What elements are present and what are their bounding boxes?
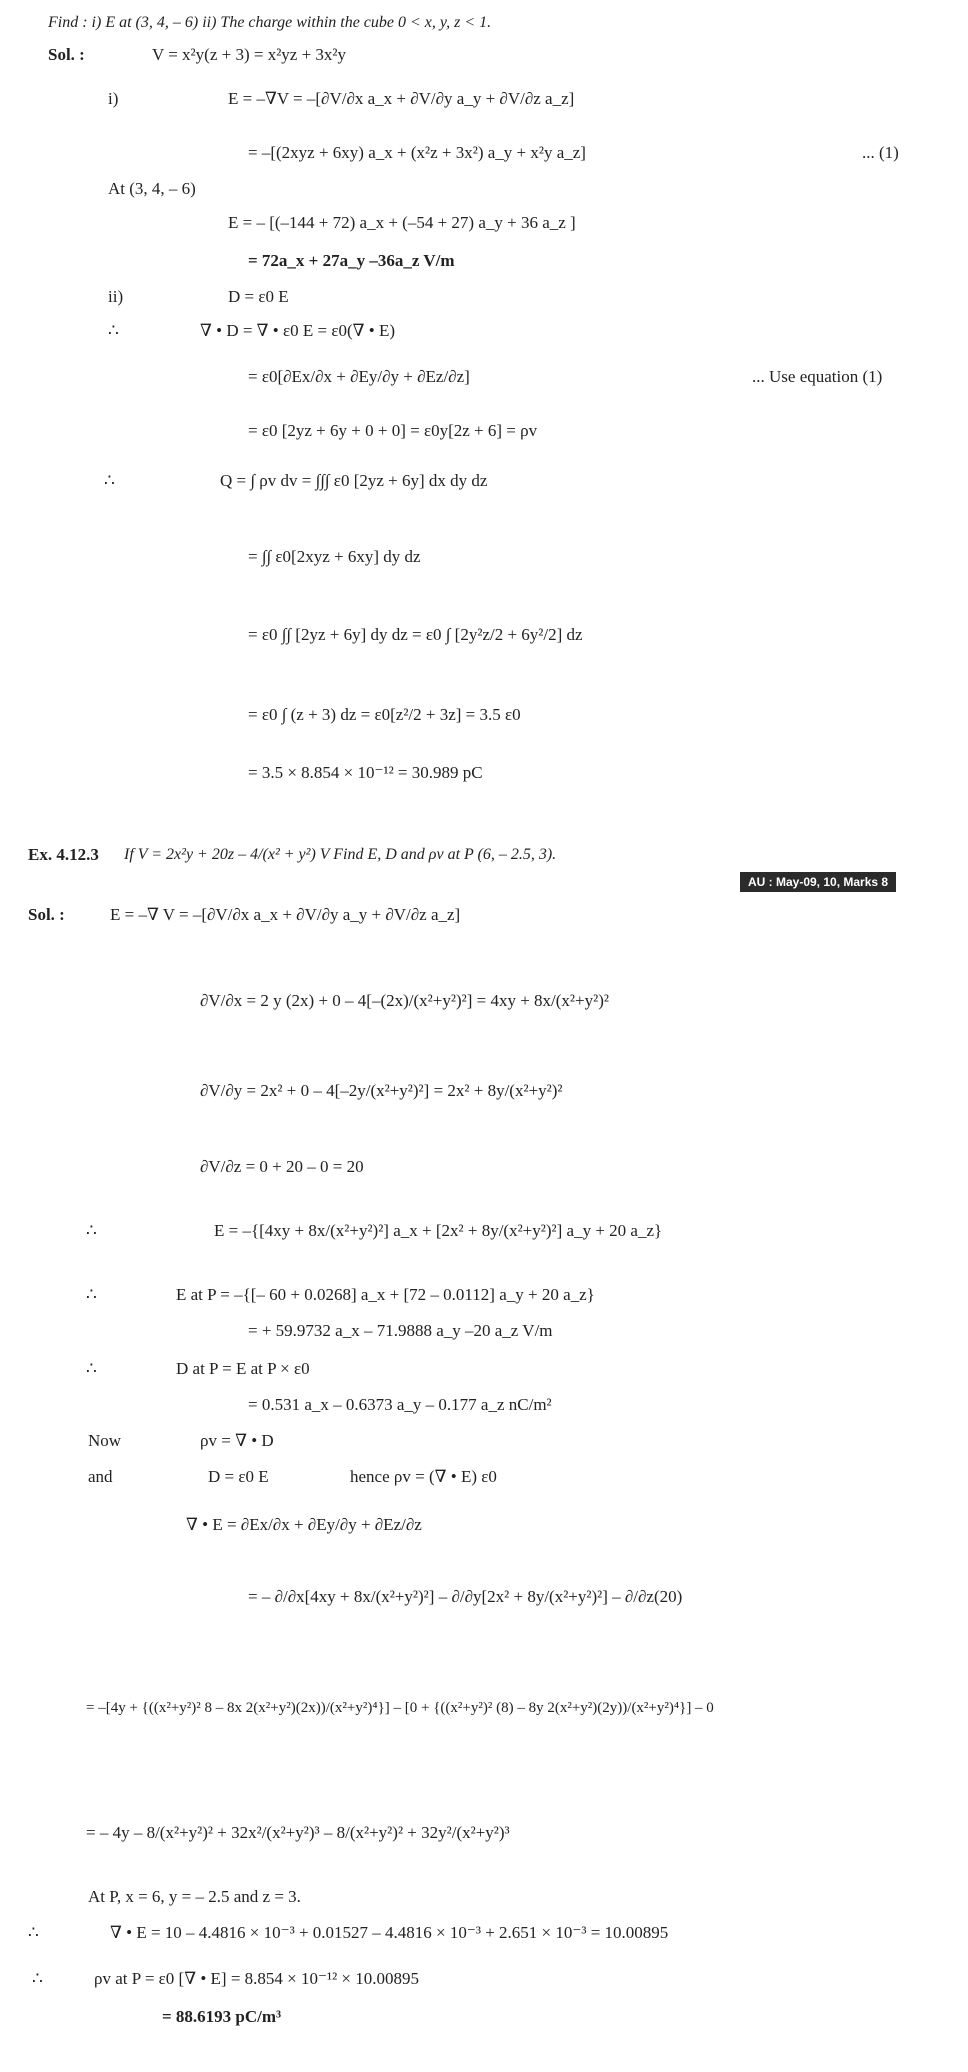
e-field-full: E = –{[4xy + 8x/(x²+y²)²] a_x + [2x² + 8y/(x²+y²)²] a_y + 20 a_z} (214, 1221, 663, 1240)
e-at-p-value: = + 59.9732 a_x – 71.9888 a_y –20 a_z V/m (248, 1321, 553, 1340)
example-statement: If V = 2x²y + 20z – 4/(x² + y²) V Find E, D and ρv at P (6, – 2.5, 3). (124, 846, 557, 863)
d-field-definition: D = ε0 E (228, 287, 289, 306)
dv-dz: ∂V/∂z = 0 + 20 – 0 = 20 (200, 1157, 364, 1176)
divergence-e-expansion: = – ∂/∂x[4xy + 8x/(x²+y²)²] – ∂/∂y[2x² + 8y/(x²+y²)²] – ∂/∂z(20) (248, 1587, 683, 1606)
sol-label: Sol. : (28, 905, 65, 924)
part-ii-label: ii) (108, 287, 124, 306)
dv-dx: ∂V/∂x = 2 y (2x) + 0 – 4[–(2x)/(x²+y²)²] = 4xy + 8x/(x²+y²)² (200, 991, 609, 1010)
divergence-expansion: = ε0[∂Ex/∂x + ∂Ey/∂y + ∂Ez/∂z] (248, 367, 470, 386)
example-label: Ex. 4.12.3 (28, 845, 99, 864)
part-i-label: i) (108, 89, 119, 108)
charge-integral: Q = ∫ ρv dv = ∫∫∫ ε0 [2yz + 6y] dx dy dz (220, 471, 488, 490)
e-field-definition: E = –∇V = –[∂V/∂x a_x + ∂V/∂y a_y + ∂V/∂z a_z] (228, 89, 575, 108)
therefore-symbol: ∴ (86, 1359, 97, 1378)
at-p-values: At P, x = 6, y = – 2.5 and z = 3. (88, 1887, 301, 1906)
dv-dy: ∂V/∂y = 2x² + 0 – 4[–2y/(x²+y²)²] = 2x² + 8y/(x²+y²)² (200, 1081, 563, 1100)
charge-integral-step-2: = ε0 ∫∫ [2yz + 6y] dy dz = ε0 ∫ [2y²z/2 + 6y²/2] dz (248, 625, 583, 644)
divergence-simplified: = – 4y – 8/(x²+y²)² + 32x²/(x²+y²)³ – 8/(x²+y²)² + 32y²/(x²+y²)³ (86, 1823, 510, 1842)
rho-v-final: = 88.6193 pC/m³ (162, 2007, 282, 2026)
charge-final: = 3.5 × 8.854 × 10⁻¹² = 30.989 pC (248, 763, 483, 782)
and-label: and (88, 1467, 113, 1486)
e-field-expansion: = –[(2xyz + 6xy) a_x + (x²z + 3x²) a_y + x²y a_z] (248, 143, 586, 162)
hence-relation: hence ρv = (∇ • E) ε0 (350, 1467, 497, 1486)
e-field-substituted: E = – [(–144 + 72) a_x + (–54 + 27) a_y + 36 a_z ] (228, 213, 576, 232)
charge-integral-step-1: = ∫∫ ε0[2xyz + 6xy] dy dz (248, 547, 421, 566)
at-point-label: At (3, 4, – 6) (108, 179, 196, 198)
therefore-symbol: ∴ (28, 1923, 39, 1942)
sol-label: Sol. : (48, 45, 85, 64)
divergence-e-value: ∇ • E = 10 – 4.4816 × 10⁻³ + 0.01527 – 4.4816 × 10⁻³ + 2.651 × 10⁻³ = 10.00895 (110, 1923, 669, 1942)
exam-badge: AU : May-09, 10, Marks 8 (740, 872, 896, 892)
d-equation: D = ε0 E (208, 1467, 269, 1486)
charge-integral-step-3: = ε0 ∫ (z + 3) dz = ε0[z²/2 + 3z] = 3.5 ε0 (248, 705, 521, 724)
d-at-p-value: = 0.531 a_x – 0.6373 a_y – 0.177 a_z nC/m² (248, 1395, 552, 1414)
therefore-symbol: ∴ (104, 471, 115, 490)
divergence-d: ∇ • D = ∇ • ε0 E = ε0(∇ • E) (200, 321, 396, 340)
therefore-symbol: ∴ (86, 1285, 97, 1304)
problem-header: Find : i) E at (3, 4, – 6) ii) The charge within the cube 0 < x, y, z < 1. (48, 14, 492, 31)
d-at-p: D at P = E at P × ε0 (176, 1359, 310, 1378)
divergence-e: ∇ • E = ∂Ex/∂x + ∂Ey/∂y + ∂Ez/∂z (186, 1515, 422, 1534)
therefore-symbol: ∴ (32, 1969, 43, 1988)
rho-v-at-p: ρv at P = ε0 [∇ • E] = 8.854 × 10⁻¹² × 10.00895 (94, 1969, 420, 1988)
rho-v-definition: ρv = ∇ • D (200, 1431, 274, 1450)
equation-1-tag: ... (1) (862, 143, 899, 162)
therefore-symbol: ∴ (86, 1221, 97, 1240)
e-at-p: E at P = –{[– 60 + 0.0268] a_x + [72 – 0.0112] a_y + 20 a_z} (176, 1285, 595, 1304)
e-field-result: = 72a_x + 27a_y –36a_z V/m (248, 251, 455, 270)
e-gradient-definition: E = –∇ V = –[∂V/∂x a_x + ∂V/∂y a_y + ∂V/∂z a_z] (110, 905, 461, 924)
now-label: Now (88, 1431, 122, 1450)
therefore-symbol: ∴ (108, 321, 119, 340)
use-equation-note: ... Use equation (1) (752, 367, 883, 386)
divergence-big-expression: = –[4y + {((x²+y²)² 8 – 8x 2(x²+y²)(2x))/(x²+y²)⁴}] – [0 + {((x²+y²)² (8) – 8y 2(x²+y²)(2y))/(x²+y²)⁴}] – 0 (86, 1700, 714, 1716)
v-definition: V = x²y(z + 3) = x²yz + 3x²y (152, 45, 347, 64)
rho-v-derivation: = ε0 [2yz + 6y + 0 + 0] = ε0y[2z + 6] = ρv (248, 421, 538, 440)
